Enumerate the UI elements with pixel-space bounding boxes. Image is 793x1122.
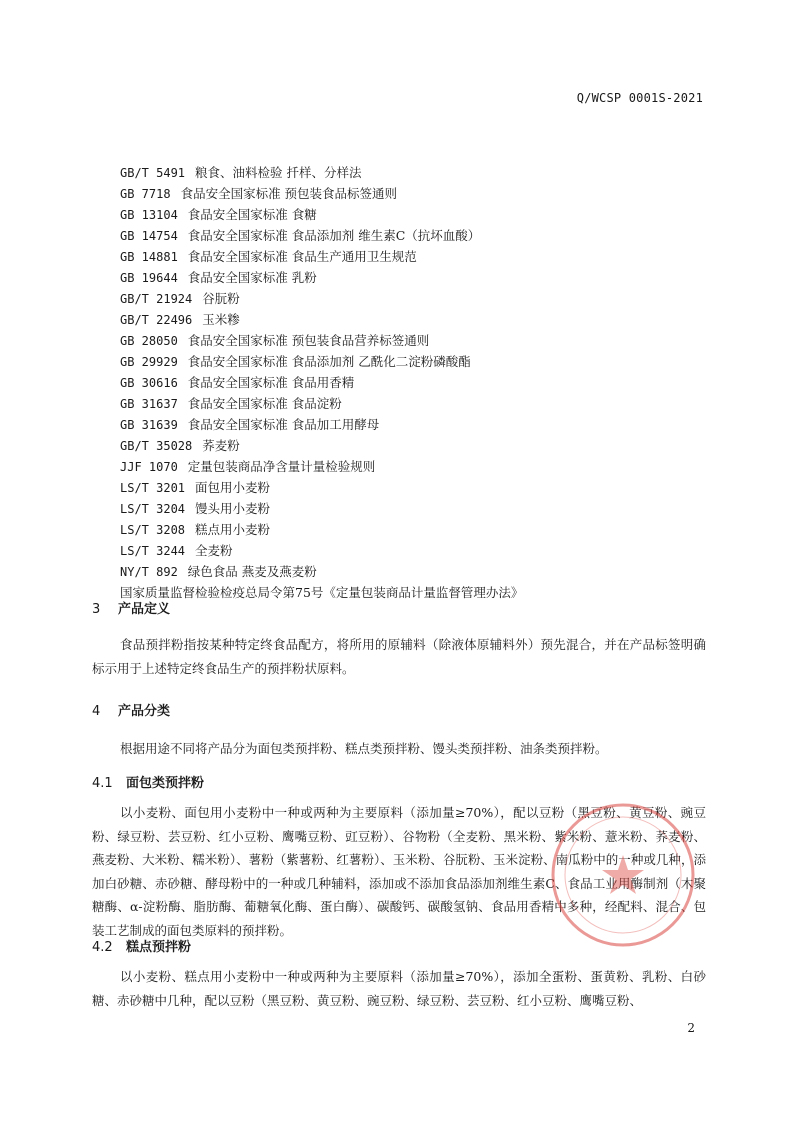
section-4-1-body: 以小麦粉、面包用小麦粉中一种或两种为主要原料（添加量≥70%），配以豆粉（黑豆粉、黄豆粉、豌豆粉、绿豆粉、芸豆粉、红小豆粉、鹰嘴豆粉、豇豆粉）、谷物粉（全麦粉、黑米粉、紫米粉、薏米粉、荞麦粉、燕麦粉、大米粉、糯米粉）、薯粉（紫薯粉、红薯粉）、玉米粉、谷朊粉、玉米淀粉、南瓜粉中的一种或几种，添加白砂糖、赤砂糖、酵母粉中的一种或几种辅料，添加或不添加食品添加剂维生素C、食品工业用酶制剂（木聚糖酶、α-淀粉酶、脂肪酶、葡糖氧化酶、蛋白酶）、碳酸钙、碳酸氢钠、食品用香精中多种，经配料、混合、包装工艺制成的面包类原料的预拌粉。	[92, 805, 706, 938]
reference-item	[120, 162, 720, 183]
reference-code: GB 14754	[120, 229, 178, 243]
section-number: 4.2	[92, 940, 113, 955]
section-number: 4.1	[92, 776, 113, 791]
reference-item	[120, 456, 720, 477]
reference-code: GB 19644	[120, 271, 178, 285]
reference-item	[120, 582, 720, 603]
reference-code: GB/T 5491	[120, 166, 186, 180]
section-4-body: 根据用途不同将产品分为面包类预拌粉、糕点类预拌粉、馒头类预拌粉、油条类预拌粉。	[120, 741, 608, 756]
reference-title: 绿色食品 燕麦及燕麦粉	[187, 564, 317, 579]
reference-title: 食品安全国家标准 食品用香精	[187, 375, 355, 390]
reference-code: GB 7718	[120, 187, 171, 201]
reference-item	[120, 477, 720, 498]
reference-title: 食品安全国家标准 预包装食品营养标签通则	[187, 333, 430, 348]
reference-item	[120, 414, 720, 435]
section-4-2-heading	[92, 936, 191, 955]
reference-code: GB/T 21924	[120, 292, 193, 306]
reference-title: 荞麦粉	[202, 438, 240, 453]
reference-title: 食品安全国家标准 乳粉	[187, 270, 317, 285]
reference-code: GB 29929	[120, 355, 178, 369]
reference-title: 食品安全国家标准 食品加工用酵母	[187, 417, 380, 432]
reference-code: GB 31639	[120, 418, 178, 432]
reference-code: NY/T 892	[120, 565, 178, 579]
reference-item	[120, 498, 720, 519]
company-seal-stamp	[548, 800, 698, 950]
reference-item	[120, 540, 720, 561]
reference-item	[120, 393, 720, 414]
reference-title: 玉米糁	[202, 312, 240, 327]
section-3-heading	[92, 598, 170, 617]
section-4-2-body: 以小麦粉、糕点用小麦粉中一种或两种为主要原料（添加量≥70%），添加全蛋粉、蛋黄粉、乳粉、白砂糖、赤砂糖中几种，配以豆粉（黑豆粉、黄豆粉、豌豆粉、绿豆粉、芸豆粉、红小豆粉、鹰嘴豆粉、	[92, 969, 706, 1008]
reference-title: 面包用小麦粉	[195, 480, 271, 495]
reference-code: LS/T 3204	[120, 502, 186, 516]
reference-item	[120, 183, 720, 204]
reference-code: LS/T 3208	[120, 523, 186, 537]
reference-item	[120, 309, 720, 330]
section-title: 糕点预拌粉	[126, 940, 192, 955]
reference-item	[120, 372, 720, 393]
reference-item	[120, 267, 720, 288]
section-3-body: 食品预拌粉指按某种特定终食品配方，将所用的原辅料（除液体原辅料外）预先混合，并在产品标签明确标示用于上述特定终食品生产的预拌粉状原料。	[92, 637, 706, 676]
reference-title: 馒头用小麦粉	[195, 501, 271, 516]
reference-code: GB 28050	[120, 334, 178, 348]
reference-item	[120, 435, 720, 456]
reference-item	[120, 225, 720, 246]
reference-title: 食品安全国家标准 食品生产通用卫生规范	[187, 249, 417, 264]
reference-code: GB 13104	[120, 208, 178, 222]
reference-title: 食品安全国家标准 食糖	[187, 207, 317, 222]
reference-item	[120, 351, 720, 372]
section-4-1-heading	[92, 772, 204, 791]
reference-code: GB 31637	[120, 397, 178, 411]
reference-title: 食品安全国家标准 食品添加剂 乙酰化二淀粉磷酸酯	[187, 354, 471, 369]
section-number: 3	[92, 602, 101, 617]
reference-item	[120, 519, 720, 540]
section-4-heading	[92, 700, 170, 719]
reference-code: GB/T 22496	[120, 313, 193, 327]
reference-code: LS/T 3244	[120, 544, 186, 558]
reference-title: 食品安全国家标准 预包装食品标签通则	[180, 186, 398, 201]
reference-title: 食品安全国家标准 食品淀粉	[187, 396, 342, 411]
reference-title: 全麦粉	[195, 543, 233, 558]
reference-item	[120, 204, 720, 225]
reference-item	[120, 288, 720, 309]
reference-title: 定量包装商品净含量计量检验规则	[187, 459, 376, 474]
reference-item	[120, 330, 720, 351]
reference-title: 谷朊粉	[202, 291, 240, 306]
reference-code: GB/T 35028	[120, 439, 193, 453]
reference-title: 粮食、油料检验 扦样、分样法	[195, 165, 362, 180]
reference-item	[120, 246, 720, 267]
reference-item	[120, 561, 720, 582]
reference-title: 国家质量监督检验检疫总局令第75号《定量包装商品计量监督管理办法》	[120, 585, 524, 600]
reference-title: 糕点用小麦粉	[195, 522, 271, 537]
reference-code: LS/T 3201	[120, 481, 186, 495]
normative-references-list	[120, 162, 720, 603]
reference-code: JJF 1070	[120, 460, 178, 474]
section-title: 产品定义	[118, 602, 171, 617]
page-number: 2	[687, 1021, 695, 1035]
reference-code: GB 14881	[120, 250, 178, 264]
document-code: Q/WCSP 0001S-2021	[576, 91, 703, 105]
section-title: 面包类预拌粉	[126, 776, 205, 791]
section-number: 4	[92, 704, 101, 719]
section-title: 产品分类	[118, 704, 171, 719]
reference-title: 食品安全国家标准 食品添加剂 维生素C（抗坏血酸）	[187, 228, 481, 243]
reference-code: GB 30616	[120, 376, 178, 390]
